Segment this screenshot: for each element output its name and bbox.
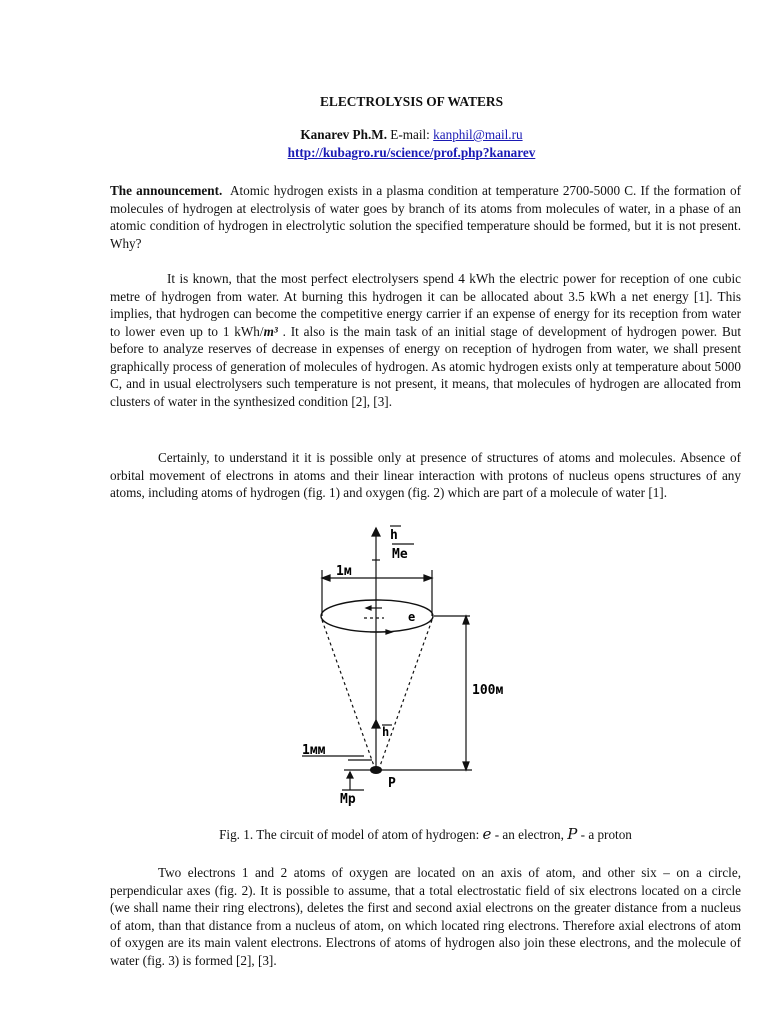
- author-name: Kanarev Ph.M.: [300, 127, 387, 142]
- paragraph-4: [110, 864, 741, 969]
- para3-text: Certainly, to understand it it is possible only at presence of structures of atoms and molecules. Absence of orbital movement of electrons in atoms and their linear interaction with protons of nucleus opens structures of any atoms, including atoms of hydrogen (fig. 1) and oxygen (fig. 2) which are part of a molecule of water [1].: [110, 450, 741, 500]
- proton-moment-arrow-icon: [347, 772, 353, 778]
- label-me: Me: [392, 547, 408, 562]
- para2-text-after: . It also is the main task of an initial stage of development of hydrogen power. But before to analyze reserves of decrease in expenses of energy on reception of hydrogen from water, we shall present graphically process of generation of molecules of hydrogen. As atomic hydrogen exists only at temperature about 5000 C, and in usual electrolysers such temperature is not present, it means, that molecules of hydrogen are allocated from clusters of water in the synthesized condition [2], [3].: [110, 323, 741, 409]
- label-100m: 100м: [472, 683, 504, 698]
- label-h-top: h: [390, 528, 398, 543]
- author-line: [110, 126, 713, 144]
- author-url-link[interactable]: http://kubagro.ru/science/prof.php?kanarev: [287, 145, 536, 160]
- arrow-right-icon: [424, 575, 432, 581]
- email-label: E-mail:: [390, 127, 430, 142]
- proton-axis-arrow-icon: [372, 720, 380, 728]
- proton-dot: [370, 766, 382, 774]
- label-p: P: [388, 776, 396, 791]
- caption-p-symbol: P: [567, 825, 578, 843]
- arrow-left-icon: [322, 575, 330, 581]
- figure-1-caption: [110, 826, 741, 844]
- para4-text: Two electrons 1 and 2 atoms of oxygen are located on an axis of atom, and other six – on a circle, perpendicular axes (fig. 2). It is possible to assume, that a total electrostatic field of six electrons located on a circle (we shall name their ring electrons), deletes the first and second axial electrons on the greater distance from a nucleus of atom, than that distance from a nucleus of atom, on which located ring electrons. Therefore axial electrons of atom of oxygen are its main valent electrons. Electrons of atoms of hydrogen also join these electrons, and the molecule of water (fig. 3) is formed [2], [3].: [110, 865, 741, 968]
- label-electron-e: e: [408, 610, 416, 624]
- electron-orbit-ellipse: [321, 600, 433, 632]
- announcement-paragraph: [110, 182, 741, 252]
- cone-right-dashed: [380, 620, 432, 766]
- document-title: ELECTROLYSIS OF WATERS: [319, 94, 504, 109]
- cubic-metre-math: m³: [263, 323, 278, 339]
- axis-arrow-icon: [372, 528, 380, 536]
- orbit-arrow-top-icon: [366, 606, 371, 610]
- announcement-text: Atomic hydrogen exists in a plasma condition at temperature 2700-5000 C. If the formation of molecules of hydrogen at electrolysis of water goes by branch of its atoms from molecules of water, in a phase of an atomic condition of hydrogen in electrolytic solution the specified temperature should be formed, but it is not present. Why?: [110, 183, 741, 251]
- caption-prefix: Fig. 1. The circuit of model of atom of hydrogen:: [219, 827, 483, 842]
- caption-p-text: - a proton: [577, 827, 632, 842]
- paragraph-2: [110, 270, 741, 410]
- arrow-up-icon: [463, 616, 469, 624]
- cone-left-dashed: [322, 620, 374, 766]
- email-link[interactable]: kanphil@mail.ru: [433, 127, 523, 142]
- announcement-lead: The announcement.: [110, 183, 223, 198]
- arrow-down-icon: [463, 762, 469, 770]
- hydrogen-atom-figure: [300, 520, 540, 810]
- label-mp: Mp: [340, 792, 356, 807]
- paragraph-3: [110, 449, 741, 502]
- url-line: [110, 144, 713, 162]
- caption-e-symbol: e: [482, 825, 492, 843]
- label-1mm: 1мм: [302, 743, 326, 758]
- para2-text-before: It is known, that the most perfect electrolysers spend 4 kWh the electric power for reception of one cubic metre of hydrogen from water. At burning this hydrogen it can be allocated about 3.5 kWh a net energy [1]. This implies, that hydrogen can become the competitive energy carrier if an expense of energy for its reception from water to lower even up to 1 kWh/: [110, 271, 741, 339]
- label-1m: 1м: [336, 564, 352, 579]
- orbit-arrow-bottom-icon: [386, 630, 392, 634]
- label-h-mid: h: [382, 725, 390, 739]
- caption-e-text: - an electron,: [491, 827, 568, 842]
